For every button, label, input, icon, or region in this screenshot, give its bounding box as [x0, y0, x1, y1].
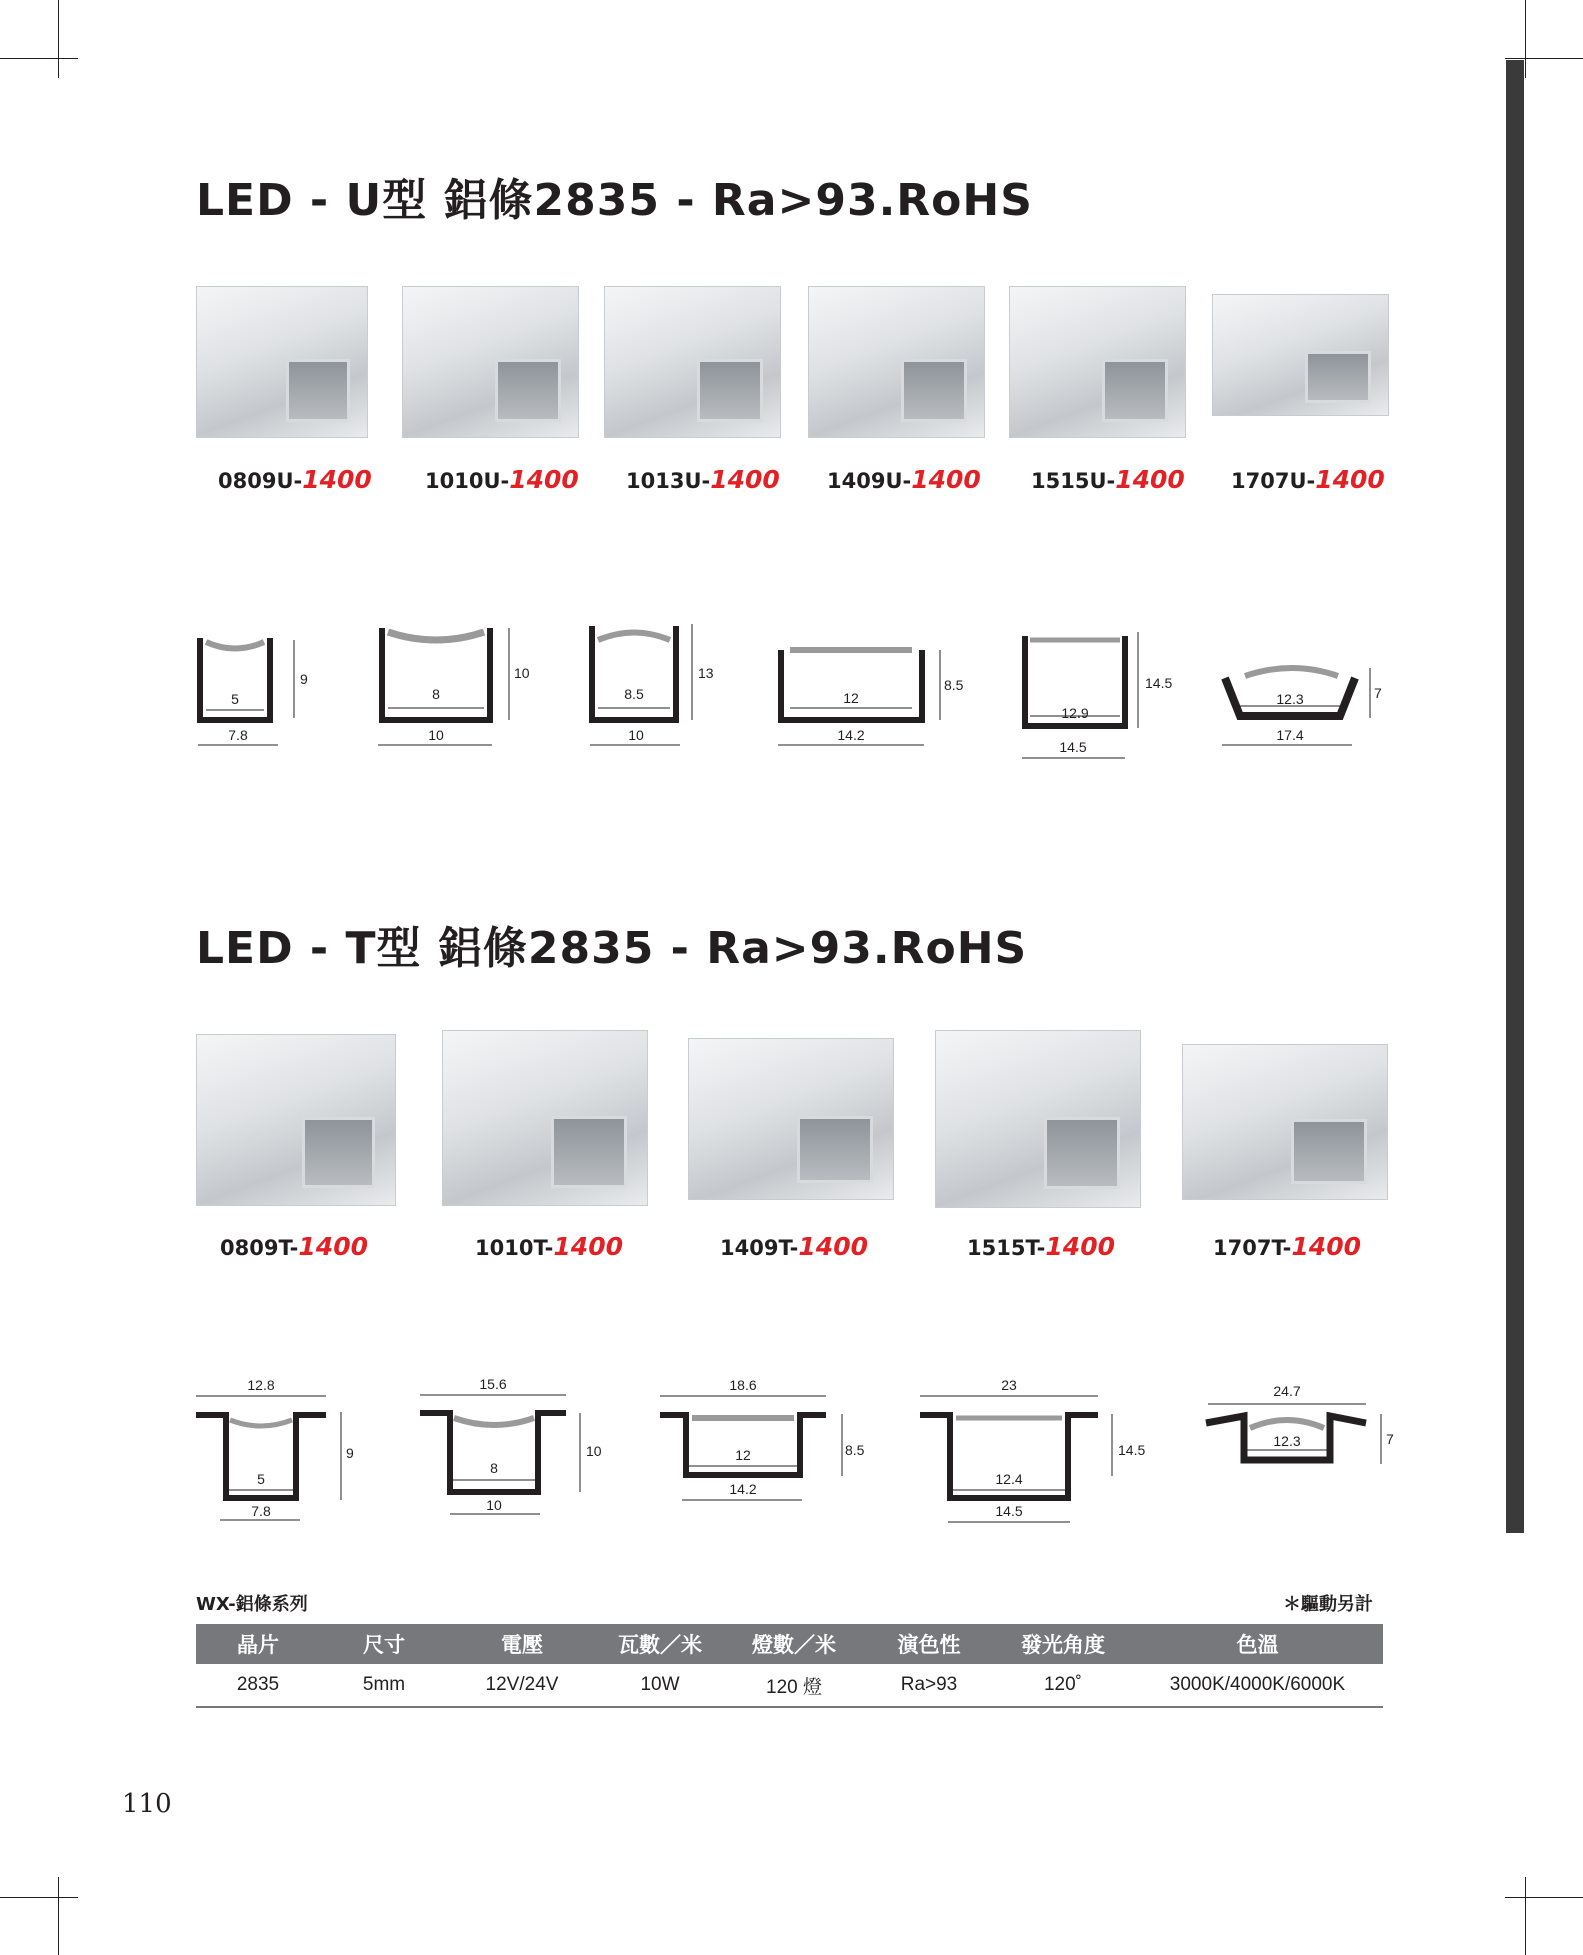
model-code: 1409U-	[827, 469, 912, 493]
table-header: 電壓	[448, 1624, 596, 1664]
u-profile-height: 8.5	[944, 677, 964, 693]
u-profile-inner: 8	[432, 686, 440, 702]
model-code: 0809T-	[220, 1236, 299, 1260]
crop-mark	[58, 1877, 59, 1955]
table-cell: 120 燈	[724, 1664, 864, 1707]
t-profile-flange: 24.7	[1273, 1383, 1301, 1399]
t-profile-inner: 5	[257, 1471, 265, 1487]
t-profile-height: 10	[586, 1443, 602, 1459]
u-profile-inner: 12	[843, 690, 859, 706]
t-profile-height: 8.5	[845, 1442, 865, 1458]
table-header: 瓦數／米	[596, 1624, 724, 1664]
section-title-u: LED - U型 鋁條2835 - Ra>93.RoHS	[196, 175, 1033, 226]
t-profile-inner: 12.3	[1273, 1433, 1301, 1449]
crop-mark	[1505, 1897, 1583, 1898]
u-profile-height: 14.5	[1145, 675, 1173, 691]
table-header: 演色性	[864, 1624, 994, 1664]
page-number: 110	[122, 1789, 172, 1819]
model-length: 1400	[1315, 465, 1385, 494]
u-profile-height: 13	[698, 665, 714, 681]
table-cell: 5mm	[320, 1664, 448, 1707]
table-row	[196, 1664, 1383, 1707]
t-profile-height: 9	[346, 1445, 354, 1461]
model-code: 1010T-	[475, 1236, 554, 1260]
model-code: 1013U-	[626, 469, 711, 493]
u-profile-inner: 8.5	[624, 686, 644, 702]
model-code: 1515U-	[1031, 469, 1116, 493]
spec-table	[196, 1624, 1383, 1708]
section-title-t: LED - T型 鋁條2835 - Ra>93.RoHS	[196, 923, 1028, 974]
model-code: 0809U-	[218, 469, 303, 493]
model-length: 1400	[302, 465, 372, 494]
u-profile-height: 10	[514, 665, 530, 681]
u-profile-outer: 14.5	[1059, 739, 1087, 755]
t-profile-outer: 14.5	[995, 1503, 1023, 1519]
model-length: 1400	[1045, 1232, 1115, 1261]
t-profile-inner: 8	[490, 1460, 498, 1476]
model-length: 1400	[710, 465, 780, 494]
table-header: 晶片	[196, 1624, 320, 1664]
model-code: 1515T-	[967, 1236, 1046, 1260]
t-profile-inner: 12	[735, 1447, 751, 1463]
t-profile-flange: 12.8	[247, 1377, 275, 1393]
model-length: 1400	[1291, 1232, 1361, 1261]
table-cell: 3000K/4000K/6000K	[1132, 1664, 1383, 1707]
u-profile-outer: 10	[428, 727, 444, 743]
table-header-row	[196, 1624, 1383, 1664]
t-profile-outer: 7.8	[251, 1503, 271, 1519]
model-code: 1707U-	[1231, 469, 1316, 493]
table-header: 發光角度	[994, 1624, 1132, 1664]
t-profile-height: 7	[1386, 1431, 1394, 1447]
model-length: 1400	[1115, 465, 1185, 494]
u-profile-inner: 12.3	[1276, 691, 1304, 707]
u-profile-height: 7	[1374, 685, 1382, 701]
model-length: 1400	[798, 1232, 868, 1261]
t-profile-height: 14.5	[1118, 1442, 1146, 1458]
u-profile-inner: 12.9	[1061, 705, 1089, 721]
model-code: 1409T-	[720, 1236, 799, 1260]
model-length: 1400	[298, 1232, 368, 1261]
crop-mark	[1525, 1877, 1526, 1955]
table-cell: Ra>93	[864, 1664, 994, 1707]
t-profile-flange: 23	[1001, 1377, 1017, 1393]
model-code: 1010U-	[425, 469, 510, 493]
model-length: 1400	[911, 465, 981, 494]
table-header: 尺寸	[320, 1624, 448, 1664]
u-profile-outer: 17.4	[1276, 727, 1304, 743]
table-header: 色溫	[1132, 1624, 1383, 1664]
model-length: 1400	[553, 1232, 623, 1261]
table-cell: 2835	[196, 1664, 320, 1707]
u-profile-outer: 14.2	[837, 727, 865, 743]
model-length: 1400	[509, 465, 579, 494]
series-label: WX-鋁條系列	[196, 1594, 308, 1615]
t-profile-flange: 18.6	[729, 1377, 757, 1393]
table-cell: 120˚	[994, 1664, 1132, 1707]
t-profile-outer: 10	[486, 1497, 502, 1513]
crop-mark	[0, 1897, 78, 1898]
t-profile-inner: 12.4	[995, 1471, 1023, 1487]
driver-note: ＊驅動另計	[1283, 1594, 1373, 1615]
t-profile-outer: 14.2	[729, 1481, 757, 1497]
table-cell: 12V/24V	[448, 1664, 596, 1707]
model-code: 1707T-	[1213, 1236, 1292, 1260]
u-profile-height: 9	[300, 671, 308, 687]
u-profile-inner: 5	[231, 691, 239, 707]
t-profile-flange: 15.6	[479, 1376, 507, 1392]
u-profile-outer: 10	[628, 727, 644, 743]
table-header: 燈數／米	[724, 1624, 864, 1664]
u-profile-outer: 7.8	[228, 727, 248, 743]
table-cell: 10W	[596, 1664, 724, 1707]
